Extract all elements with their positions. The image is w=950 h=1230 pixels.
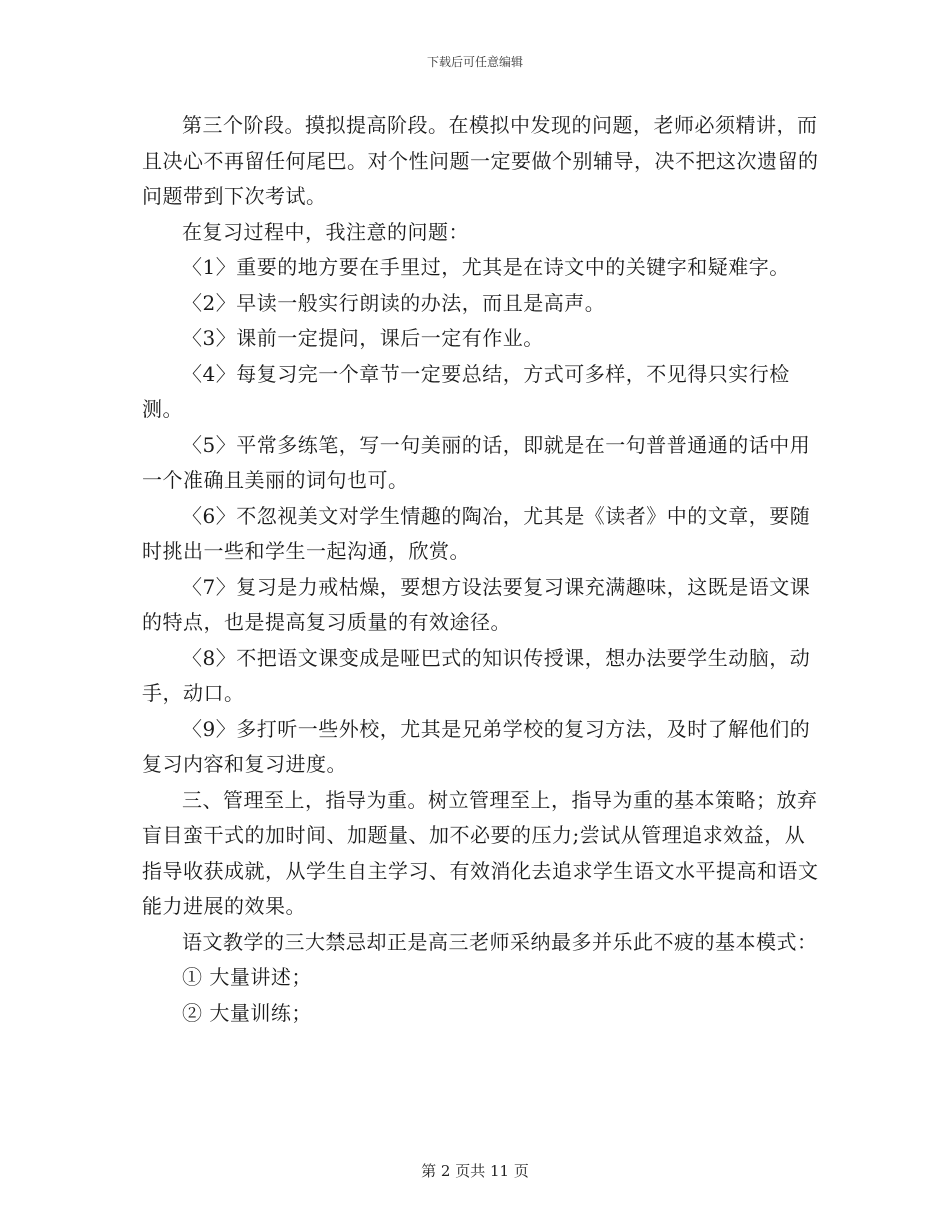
paragraph: 第三个阶段。摸拟提高阶段。在模拟中发现的问题，老师必须精讲，而且决心不再留任何尾巴。对个性问题一定要做个别辅导，决不把这次遗留的问题带到下次考试。 [142,113,819,208]
list-item: 〈8〉不把语文课变成是哑巴式的知识传授课，想办法要学生动脑，动手，动口。 [142,645,811,705]
list-item: 〈3〉课前一定提问，课后一定有作业。 [182,326,544,350]
list-item: ② 大量训练； [182,1000,312,1025]
list-item: 〈5〉平常多练笔，写一句美丽的话，即就是在一句普普通通的话中用一个准确且美丽的词句也可。 [142,432,811,492]
list-item: 〈9〉多打听一些外校，尤其是兄弟学校的复习方法，及时了解他们的复习内容和复习进度。 [142,716,811,776]
list-item: ① 大量讲述； [182,965,312,989]
list-item: 〈6〉不忽视美文对学生情趣的陶冶，尤其是《读者》中的文章，要随时挑出一些和学生一起沟通，欣赏。 [142,503,811,563]
paragraph: 语文教学的三大禁忌却正是高三老师采纳最多并乐此不疲的基本模式： [182,929,818,954]
page-header: 下载后可任意编辑 [426,55,523,69]
list-item: 〈4〉每复习完一个章节一定要总结，方式可多样，不见得只实行检测。 [142,361,790,421]
page-footer: 第 2 页共 11 页 [421,1162,529,1180]
list-item: 〈7〉复习是力戒枯燥，要想方设法要复习课充满趣味，这既是语文课的特点，也是提高复习质量的有效途径。 [142,574,811,634]
list-item: 〈2〉早读一般实行朗读的办法，而且是高声。 [182,290,606,315]
paragraph: 三、管理至上，指导为重。树立管理至上，指导为重的基本策略；放弃盲目蛮干式的加时间、加题量、加不必要的压力;尝试从管理追求效益，从指导收获成就，从学生自主学习、有效消化去追求学生语文水平提高和语文能力进展的效果。 [142,787,819,918]
list-item: 〈1〉重要的地方要在手里过，尤其是在诗文中的关键字和疑难字。 [182,255,790,279]
paragraph: 在复习过程中，我注意的问题： [182,219,469,244]
document-body [142,108,822,1031]
